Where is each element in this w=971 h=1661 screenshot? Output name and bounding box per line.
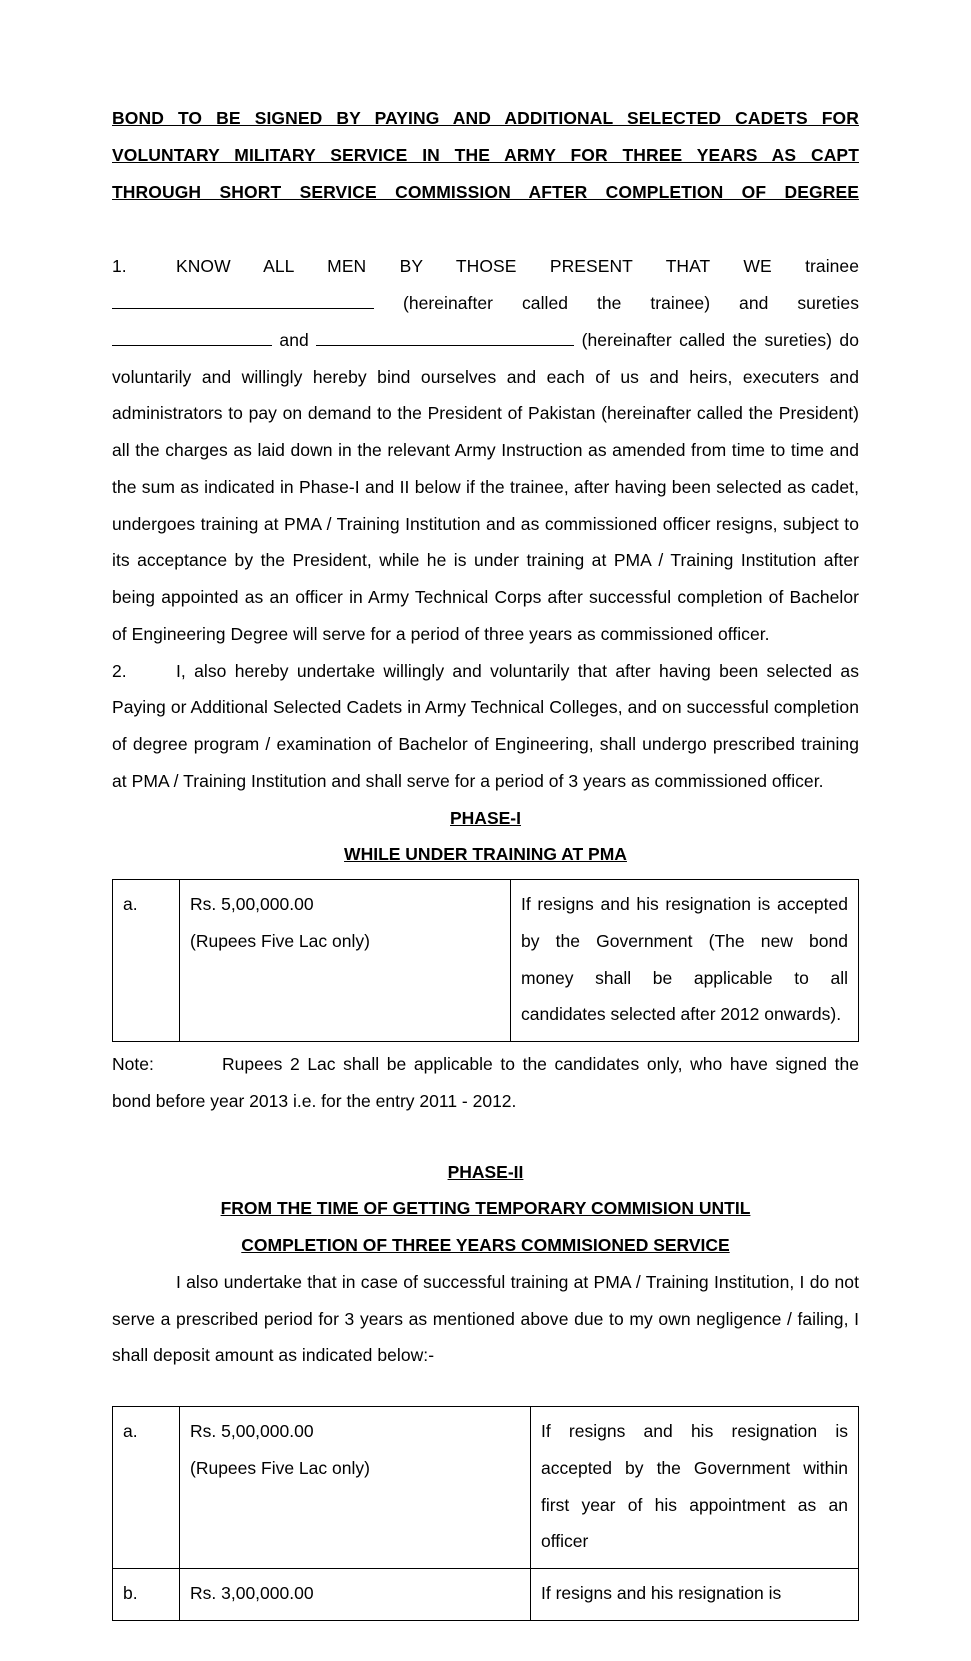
clause-2-number: 2. [112, 660, 127, 681]
phase-2-subheading-line-2: COMPLETION OF THREE YEARS COMMISIONED SERVICE [241, 1235, 730, 1255]
phase-1-note-text: Rupees 2 Lac shall be applicable to the candidates only, who have signed the bond before year 2013 i.e. for the entry 2011 - 2012. [112, 1054, 859, 1111]
table-row [113, 880, 859, 1042]
page-title-line-1: BOND TO BE SIGNED BY PAYING AND ADDITIONAL SELECTED CADETS FOR [112, 108, 859, 128]
phase-2-section [112, 1154, 859, 1375]
phase-2-intro-paragraph [112, 1264, 859, 1374]
page-title [112, 100, 859, 210]
phase-1-subheading: WHILE UNDER TRAINING AT PMA [344, 844, 627, 865]
phase-2-row-b-description: If resigns and his resignation is [531, 1569, 859, 1621]
phase-2-row-a-amount-words: (Rupees Five Lac only) [190, 1457, 370, 1478]
phase-2-table-wrapper [112, 1400, 859, 1621]
clause-1-text-b: (hereinafter called the trainee) and sureties [402, 293, 859, 313]
phase-1-amount-figure: Rs. 5,00,000.00 [190, 894, 314, 914]
phase-1-table [112, 879, 859, 1042]
phase-1-row-amount [180, 880, 511, 1042]
clause-1-paragraph [112, 248, 859, 652]
phase-2-table [112, 1406, 859, 1621]
surety-1-blank[interactable] [112, 327, 272, 346]
phase-2-row-a-amount [180, 1407, 531, 1569]
phase-2-row-a-amount-figure: Rs. 5,00,000.00 [190, 1421, 314, 1441]
table-row [113, 1569, 859, 1621]
clause-1-text-d: (hereinafter called the [581, 329, 758, 350]
page-title-line-3: THROUGH SHORT SERVICE COMMISSION AFTER COMPLETION OF DEGREE [112, 181, 859, 202]
phase-2-row-b-index: b. [113, 1569, 180, 1621]
table-row [113, 1407, 859, 1569]
phase-2-row-b-amount [180, 1569, 531, 1621]
phase-1-note [112, 1046, 859, 1120]
clause-1-number: 1. [112, 256, 127, 277]
page-title-line-2: VOLUNTARY MILITARY SERVICE IN THE ARMY FOR THREE YEARS AS CAPT [112, 144, 859, 165]
phase-1-row-description: If resigns and his resignation is accepted by the Government (The new bond money shall be applicable to all candidates selected after 2012 onwards). [511, 880, 859, 1042]
title-body-spacer [112, 218, 859, 248]
phase-2-row-a-index: a. [113, 1407, 180, 1569]
surety-2-blank[interactable] [316, 327, 574, 346]
phase-1-amount-words: (Rupees Five Lac only) [190, 930, 370, 951]
phase-1-row-index: a. [113, 880, 180, 1042]
phase-1-heading: PHASE-I [450, 807, 521, 828]
phase-2-heading: PHASE-II [447, 1161, 524, 1182]
phase-2-subheading-line-1: FROM THE TIME OF GETTING TEMPORARY COMMISION UNTIL [220, 1198, 751, 1219]
clause-2-paragraph [112, 653, 859, 800]
clause-1-text-e: sureties) do voluntarily and willingly hereby bind ourselves and each of us and heirs, executers and administrators to pay on demand to the President of Pakistan (hereinafter called the President) all the charges as laid down in the relevant Army Instruction as amended from time to time and the sum as indicated in Phase-I and II below if the trainee, after having been selected as cadet, undergoes training at PMA / Training Institution and as commissioned officer resigns, subject to its acceptance by the President, while he is under training at PMA / Training Institution after being appointed as an officer in Army Technical Corps after successful completion of Bachelor of Engineering Degree will serve for a period of three years as commissioned officer. [112, 329, 859, 644]
trainee-name-blank[interactable] [112, 291, 374, 310]
phase-2-row-a-description: If resigns and his resignation is accepted by the Government within first year of his appointment as an officer [531, 1407, 859, 1569]
phase-2-row-b-amount-figure: Rs. 3,00,000.00 [190, 1583, 314, 1603]
phase-1-note-label: Note: [112, 1054, 154, 1074]
clause-1-text-c: and [279, 329, 309, 350]
clause-1-text-a: KNOW ALL MEN BY THOSE PRESENT THAT WE trainee [176, 256, 859, 277]
phase-2-intro-text: I also undertake that in case of successful training at PMA / Training Institution, I do not serve a prescribed period for 3 years as mentioned above due to my own negligence / failing, I shall deposit amount as indicated below:- [112, 1271, 859, 1366]
clause-2-text: I, also hereby undertake willingly and voluntarily that after having been selected as Paying or Additional Selected Cadets in Army Technical Colleges, and on successful completion of degree program / examination of Bachelor of Engineering, shall undergo prescribed training at PMA / Training Institution and shall serve for a period of 3 years as commissioned officer. [112, 660, 859, 791]
